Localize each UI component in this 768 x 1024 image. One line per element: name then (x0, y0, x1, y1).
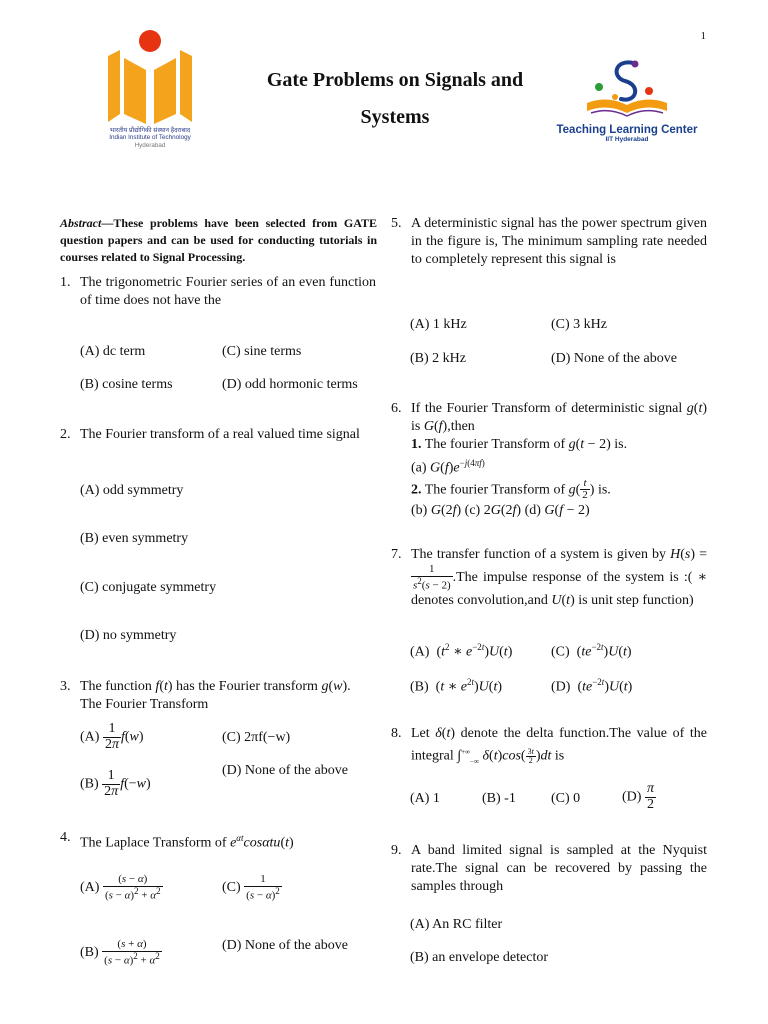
tlc-logo-swirl (617, 62, 636, 99)
question-text: A band limited signal is sampled at the Nyquist rate.The signal can be recovered by passing the samples through (411, 843, 707, 894)
question-number: 2. (60, 427, 71, 442)
q5-option-b: (B) 2 kHz (410, 351, 466, 366)
question-number: 7. (391, 547, 402, 562)
q2-option-d: (D) no symmetry (80, 628, 177, 643)
fraction: $\frac{(s + \alpha)}{(s - \alpha)^2 + \alpha^2}$ (104, 938, 160, 967)
question-text: The trigonometric Fourier series of an even function of time does not have the (80, 275, 376, 308)
abstract (60, 215, 377, 266)
fraction: $\frac{1}{(s - \alpha)^2}$ (246, 873, 280, 902)
tlc-logo (585, 55, 669, 121)
fraction: $\frac{(s - \alpha)}{(s - \alpha)^2 + \alpha^2}$ (104, 873, 161, 902)
q7-option-c: (C) $(te^{-2t})U(t)$ (551, 642, 632, 660)
question-2 (60, 426, 376, 444)
title-line-1: Gate Problems on Signals and (266, 69, 524, 91)
option-label: (B) (80, 776, 99, 792)
q2-option-b: (B) even symmetry (80, 531, 189, 546)
q1-option-d: (D) odd hormonic terms (222, 377, 358, 392)
fraction: $\frac{1}{s^2(s - 2)}$ (413, 563, 451, 592)
question-1 (60, 274, 376, 310)
option-label: (B) (80, 945, 99, 961)
question-8 (391, 725, 707, 770)
question-number: 6. (391, 401, 402, 416)
fraction: $\frac{3t}{2}$ (527, 746, 534, 765)
option-label: (A) (80, 880, 100, 896)
tlc-caption (555, 124, 699, 143)
iith-caption-hindi: भारतीय प्रौद्योगिकी संस्थान हैदराबाद (109, 127, 191, 134)
option-label: (D) (551, 679, 571, 695)
option-label: (A) (80, 729, 100, 745)
q8-option-d (622, 782, 656, 812)
abstract-label: Abstract (60, 216, 102, 230)
question-6 (391, 400, 707, 520)
q9-option-b: (B) an envelope detector (410, 950, 548, 965)
iith-logo-right-book (180, 50, 192, 122)
q8-option-a: (A) 1 (410, 791, 440, 806)
question-subtext: The Fourier Transform (80, 697, 209, 712)
option-label: (C) (551, 644, 570, 660)
q8-option-b: (B) -1 (482, 791, 516, 806)
tlc-logo-dot-3 (645, 87, 653, 95)
question-text: The function f(t) has the Fourier transform g(w). The Fourier Transform (80, 679, 351, 712)
question-number: 9. (391, 843, 402, 858)
question-number: 5. (391, 216, 402, 231)
q4-option-c (222, 874, 282, 902)
question-7 (391, 546, 707, 610)
question-text: If the Fourier Transform of deterministic signal g(t) is G(f),then 1. The fourier Transform of g(t − 2) is. (a) $G(f)e^{-j(4\pi f)}$ 2. The fourier Transform of g( $\frac{t}{2}$ ) is. (b) G(2f) (c) 2G(2f) (d) G(f − 2) (411, 401, 707, 518)
page-number: 1 (700, 30, 706, 42)
q7-option-a: (A) ($t^2$ ∗ $e^{-2t})U(t)$ (410, 642, 513, 660)
question-text: The transfer function of a system is given by H(s) = $\frac{1}{s^2(s - 2)}$ .The impulse response of the system is :( ∗ denotes convolution,and U(t) is unit step function) (411, 547, 707, 608)
question-text: Let δ(t) denote the delta function.The value of the integral $\int^{+\infty}_{-\infty}$ δ(t)cos( $\frac{3t}{2}$ )dt is (411, 726, 708, 766)
fraction: $\frac{\pi}{2}$ (646, 781, 654, 812)
iith-logo-left-page (124, 58, 146, 124)
q3-option-c: (C) 2πf(−w) (222, 730, 291, 745)
q2-option-c: (C) conjugate symmetry (80, 580, 217, 595)
tlc-caption-main: Teaching Learning Center (556, 124, 698, 136)
iith-logo-dot (139, 30, 161, 52)
question-number: 4. (60, 830, 71, 845)
fraction: $\frac{t}{2}$ (582, 476, 588, 502)
abstract-text: —These problems have been selected from GATE question papers and can be used for conducting tutorials in courses related to Signal Processing. (60, 216, 377, 264)
option-label: (D) (622, 789, 642, 805)
q5-option-a: (A) 1 kHz (410, 317, 467, 332)
page-title (230, 62, 560, 136)
iith-logo-right-page (154, 58, 176, 124)
question-5 (391, 215, 707, 269)
q7-option-d: (D) $(te^{-2t})U(t)$ (551, 677, 633, 695)
option-label: (A) (410, 644, 430, 660)
question-number: 3. (60, 679, 71, 694)
fraction: $\frac{1}{2\pi}$ (104, 721, 119, 752)
tlc-logo-dot-4 (612, 94, 618, 100)
q1-option-b: (B) cosine terms (80, 377, 173, 392)
iith-caption (98, 127, 202, 149)
iith-caption-city: Hyderabad (134, 141, 166, 149)
q2-option-a: (A) odd symmetry (80, 483, 184, 498)
title-line-2: Systems (360, 106, 430, 128)
q7-option-b: (B) (t ∗ $e^{2t})U(t)$ (410, 677, 503, 695)
question-text: A deterministic signal has the power spectrum given in the figure is, The minimum sampling rate needed to completely represent this signal is (411, 216, 707, 267)
q9-option-a: (A) An RC filter (410, 917, 503, 932)
q3-option-d: (D) None of the above (222, 763, 348, 778)
question-3 (60, 678, 376, 714)
iith-caption-english: Indian Institute of Technology (109, 134, 191, 142)
tlc-logo-dot-2 (595, 83, 603, 91)
question-9 (391, 842, 707, 896)
q5-option-d: (D) None of the above (551, 351, 677, 366)
fraction: $\frac{1}{2\pi}$ (104, 768, 119, 799)
q1-option-a: (A) dc term (80, 344, 146, 359)
question-number: 8. (391, 726, 402, 741)
q5-option-c: (C) 3 kHz (551, 317, 607, 332)
q4-option-a (80, 874, 163, 902)
iith-logo-left-book (108, 50, 120, 122)
option-label: (C) (222, 880, 241, 896)
tlc-logo-dot-1 (632, 61, 639, 68)
question-4 (60, 829, 376, 853)
q1-option-c: (C) sine terms (222, 344, 302, 359)
q3-option-a: (A) $\frac{1}{2\pi}$ f(w) (80, 721, 144, 752)
option-label: (B) (410, 679, 429, 695)
q4-option-d: (D) None of the above (222, 938, 348, 953)
question-text: The Laplace Transform of $e^{\alpha t}\cos\alpha tu(t)$ (80, 833, 294, 851)
q3-option-b: (B) $\frac{1}{2\pi}$ f(−w) (80, 768, 151, 799)
q4-option-b (80, 939, 162, 967)
question-text: The Fourier transform of a real valued time signal (80, 427, 360, 442)
q8-option-c: (C) 0 (551, 791, 581, 806)
question-number: 1. (60, 275, 71, 290)
tlc-caption-sub: IIT Hyderabad (605, 136, 649, 143)
iith-logo (104, 28, 196, 126)
